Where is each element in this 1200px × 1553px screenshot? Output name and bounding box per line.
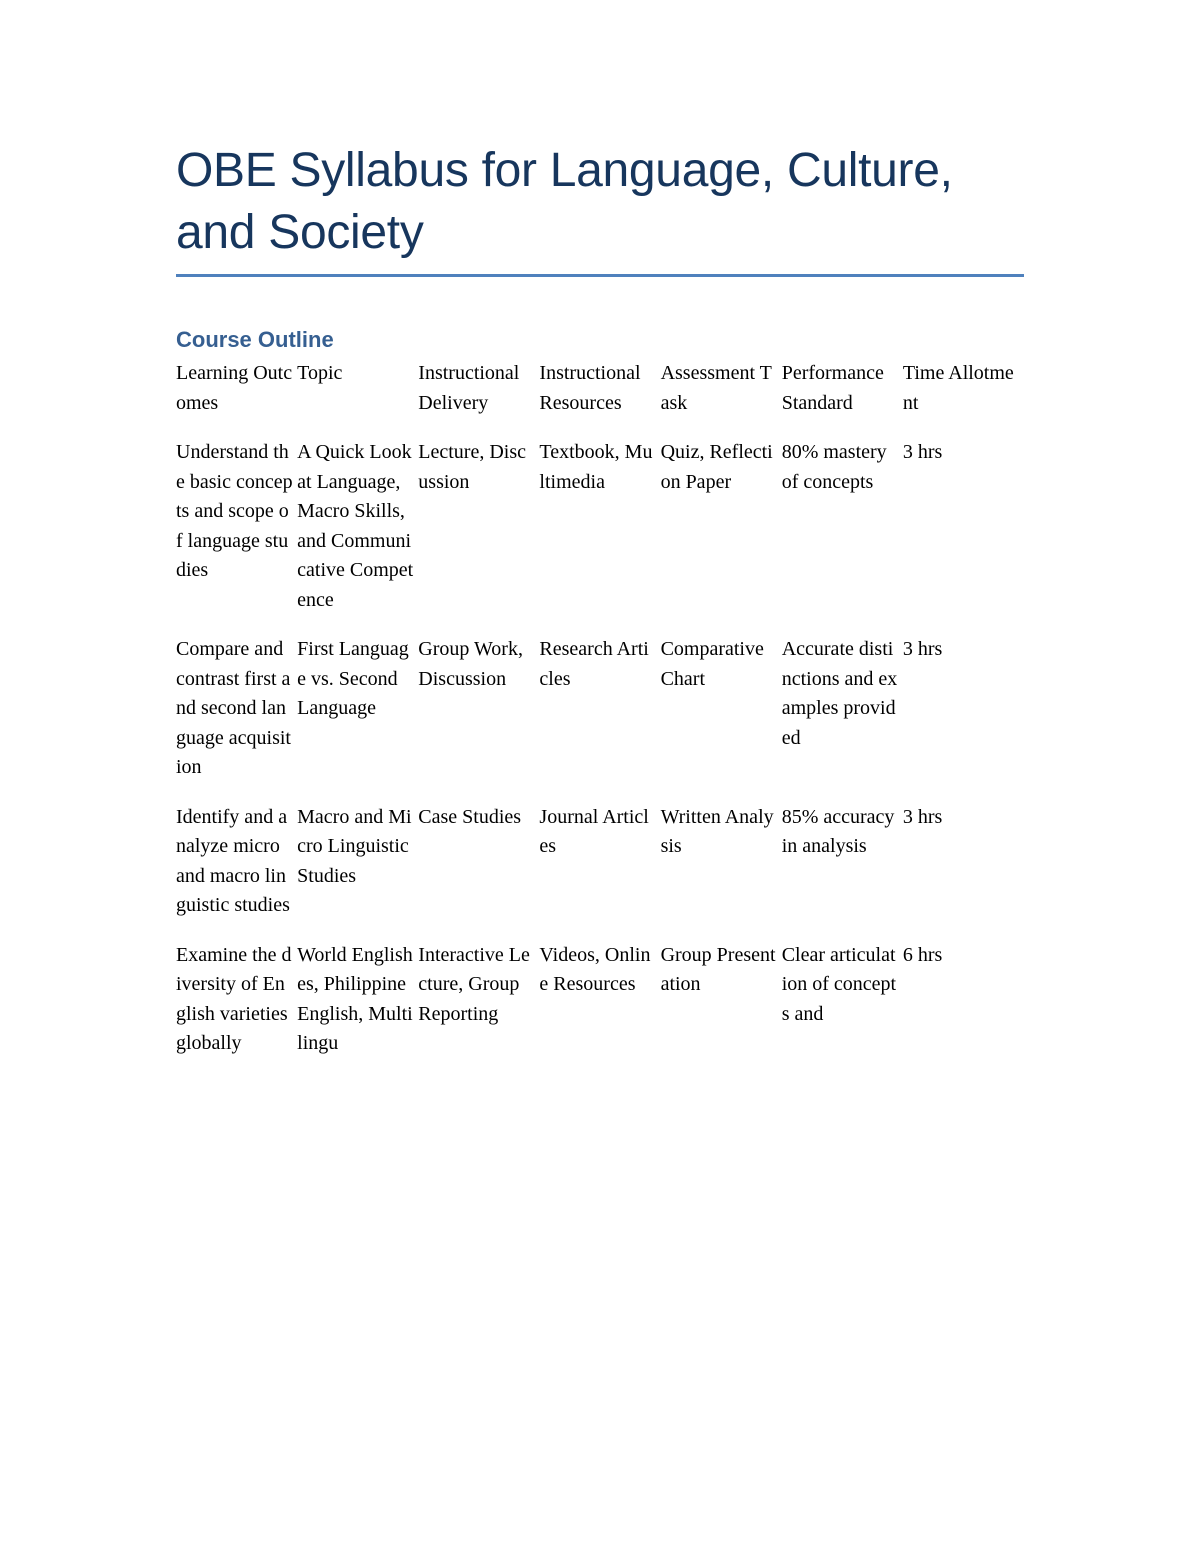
cell-learning-outcome: Examine the diversity of English varieties globally: [176, 943, 292, 1054]
cell-learning-outcome: Understand the basic concepts and scope of language studies: [176, 441, 293, 581]
cell-instructional-delivery: Interactive Lecture, Group Reporting: [418, 943, 530, 1025]
course-outline-table: [176, 359, 1024, 1079]
table-row: [176, 803, 1024, 941]
cell-assessment-task: Group Presentation: [660, 943, 776, 995]
header-learning-outcomes: Learning Outcomes: [176, 362, 293, 414]
cell-instructional-delivery: Group Work, Discussion: [418, 638, 523, 690]
cell-time-allotment: 3 hrs: [902, 441, 943, 463]
cell-assessment-task: Quiz, Reflection Paper: [660, 441, 773, 493]
table-row: [176, 635, 1024, 803]
header-assessment-task: Assessment Task: [660, 362, 772, 414]
cell-instructional-delivery: Case Studies: [418, 805, 522, 828]
cell-assessment-task: Comparative Chart: [660, 638, 764, 690]
header-time-allotment: Time Allotment: [902, 362, 1014, 414]
cell-performance-standard: 85% accuracy in analysis: [781, 805, 895, 857]
cell-performance-standard: Clear articulation of concepts and: [781, 943, 897, 1025]
cell-instructional-delivery: Lecture, Discussion: [418, 441, 527, 493]
cell-topic: A Quick Look at Language, Macro Skills, and Communicative Competence: [297, 441, 414, 611]
cell-topic: First Language vs. Second Language: [297, 638, 409, 719]
header-instructional-resources: Instructional Resources: [539, 362, 641, 414]
table-row: [176, 941, 1024, 1079]
cell-instructional-resources: Videos, Online Resources: [539, 943, 651, 995]
cell-instructional-resources: Journal Articles: [539, 805, 649, 857]
title-underline: [176, 274, 1024, 277]
cell-instructional-resources: Research Articles: [539, 638, 649, 690]
cell-time-allotment: 3 hrs: [902, 805, 943, 828]
table-header-row: [176, 359, 1024, 438]
cell-topic: World Englishes, Philippine English, Multilingu: [297, 943, 413, 1054]
cell-assessment-task: Written Analysis: [660, 805, 774, 857]
table-row: [176, 438, 1024, 635]
document-page: [176, 140, 1024, 1079]
cell-performance-standard: 80% mastery of concepts: [781, 441, 887, 493]
cell-time-allotment: 6 hrs: [902, 943, 943, 966]
cell-time-allotment: 3 hrs: [902, 638, 943, 660]
header-performance-standard: Performance Standard: [781, 362, 884, 414]
header-instructional-delivery: Instructional Delivery: [418, 362, 520, 414]
cell-topic: Macro and Micro Linguistic Studies: [297, 805, 412, 887]
header-topic: Topic: [297, 362, 343, 384]
cell-performance-standard: Accurate distinctions and examples provided: [781, 638, 898, 749]
section-heading-course-outline: Course Outline: [176, 327, 334, 352]
cell-learning-outcome: Compare and contrast first and second language acquisition: [176, 638, 291, 778]
cell-learning-outcome: Identify and analyze micro and macro linguistic studies: [176, 805, 290, 916]
cell-instructional-resources: Textbook, Multimedia: [539, 441, 653, 493]
document-title: OBE Syllabus for Language, Culture, and Society: [176, 144, 953, 259]
